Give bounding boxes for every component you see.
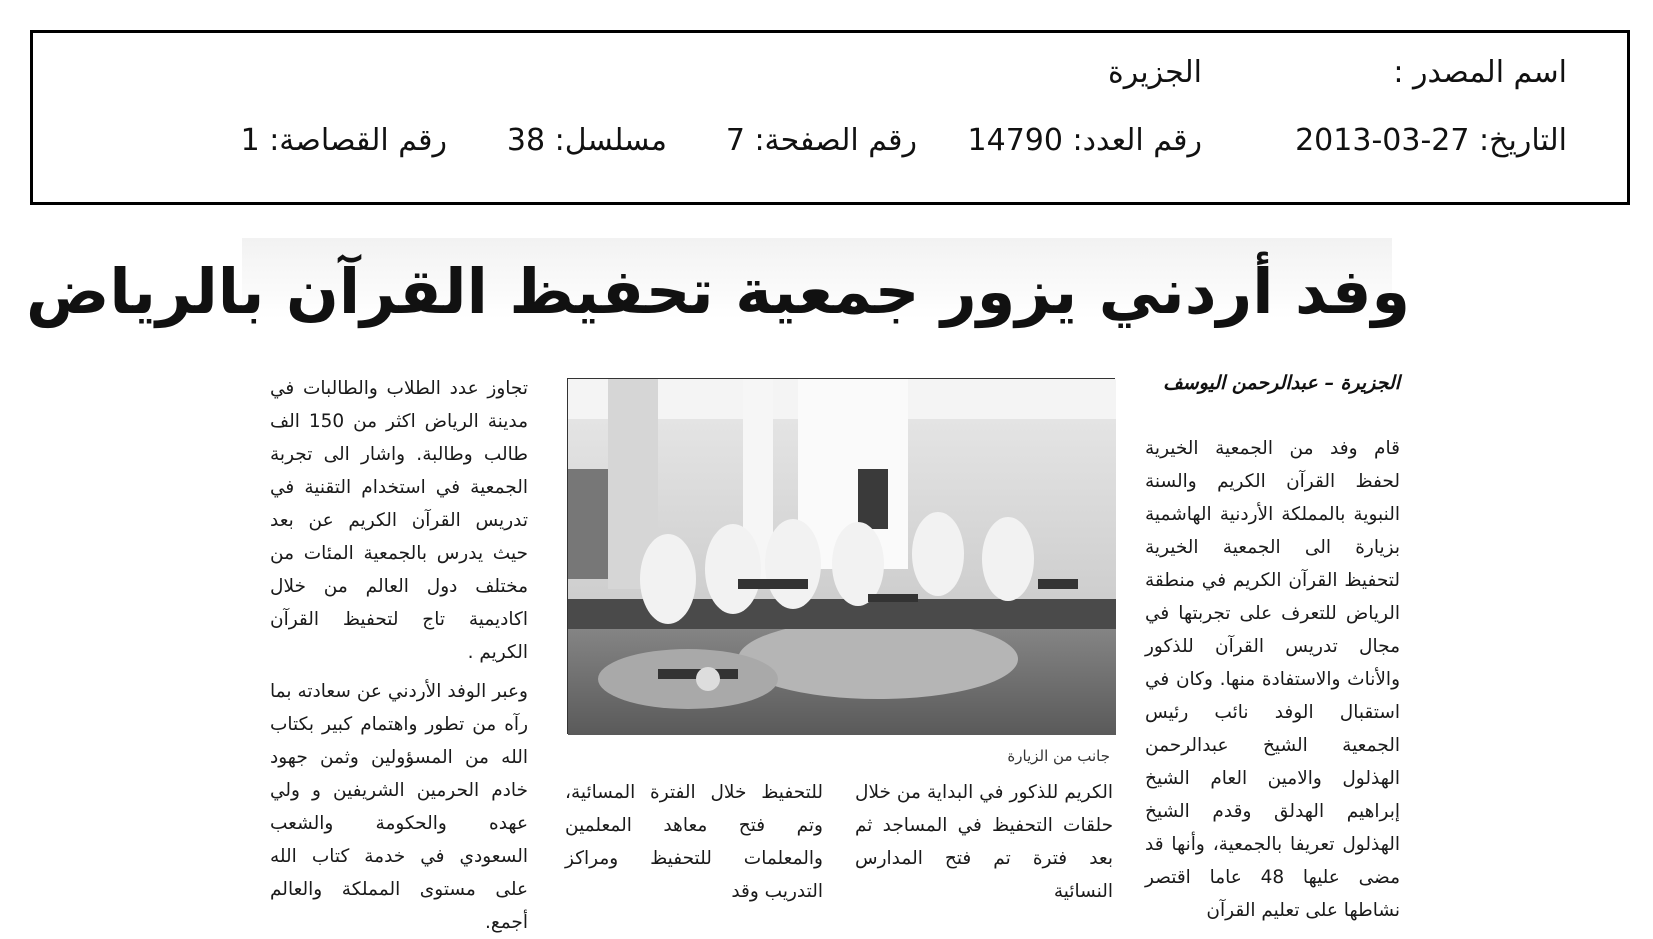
details-row [67, 123, 1567, 163]
article-column-1 [1145, 432, 1400, 921]
article-photo [567, 378, 1115, 734]
photo-caption: جانب من الزيارة [1007, 747, 1110, 765]
article-column-3 [565, 776, 823, 901]
source-row [67, 55, 1567, 95]
issue-field: رقم العدد: 14790 [967, 123, 1202, 158]
column-4-paragraph-2: وعبر الوفد الأردني عن سعادته بما رآه من تطور واهتمام كبير بكتاب الله من المسؤولين وثمن جهود خادم الحرمين الشريفين و ولي عهده والحكومة والشعب السعودي في خدمة كتاب الله على مستوى المملكة والعالم أجمع. [270, 681, 528, 933]
source-label: اسم المصدر : [1393, 55, 1567, 90]
article-headline: وفد أردني يزور جمعية تحفيظ القرآن بالرياض [25, 255, 1410, 328]
page-field: رقم الصفحة: 7 [725, 123, 917, 158]
column-2-text: الكريم للذكور في البداية من خلال حلقات التحفيظ في المساجد ثم بعد فترة تم فتح المدارس النسائية [855, 782, 1113, 902]
source-value: الجزيرة [1107, 55, 1202, 90]
meeting-room-image [568, 379, 1116, 735]
column-3-text: للتحفيظ خلال الفترة المسائية، وتم فتح معاهد المعلمين والمعلمات للتحفيظ ومراكز التدريب وقد [565, 782, 823, 902]
date-field: التاريخ: 27-03-2013 [1295, 123, 1567, 158]
serial-field: مسلسل: 38 [506, 123, 667, 158]
column-4-paragraph-1: تجاوز عدد الطلاب والطالبات في مدينة الرياض اكثر من 150 الف طالب وطالبة. واشار الى تجربة الجمعية في استخدام التقنية في تدريس القرآن الكريم عن بعد حيث يدرس بالجمعية المئات من مختلف دول العالم من خلال اكاديمية تاج لتحفيظ القرآن الكريم . [270, 378, 528, 663]
column-1-text: قام وفد من الجمعية الخيرية لحفظ القرآن الكريم والسنة النبوية بالمملكة الأردنية الهاشمية بزيارة الى الجمعية الخيرية لتحفيظ القرآن الكريم في منطقة الرياض للتعرف على تجربتها في مجال تدريس القرآن للذكور والأناث والاستفادة منها. وكان في استقبال الوفد نائب رئيس الجمعية الشيخ عبدالرحمن الهذلول والامين العام الشيخ إبراهيم الهدلق وقدم الشيخ الهذلول تعريفا بالجمعية، وأنها قد مضى عليها 48 عاما اقتصر نشاطها على تعليم القرآن [1145, 438, 1400, 921]
source-metadata-box [30, 30, 1630, 205]
article-column-2 [855, 776, 1113, 901]
article-byline: الجزيرة – عبدالرحمن اليوسف [1163, 372, 1400, 394]
clip-field: رقم القصاصة: 1 [240, 123, 447, 158]
article-column-4 [270, 372, 528, 933]
